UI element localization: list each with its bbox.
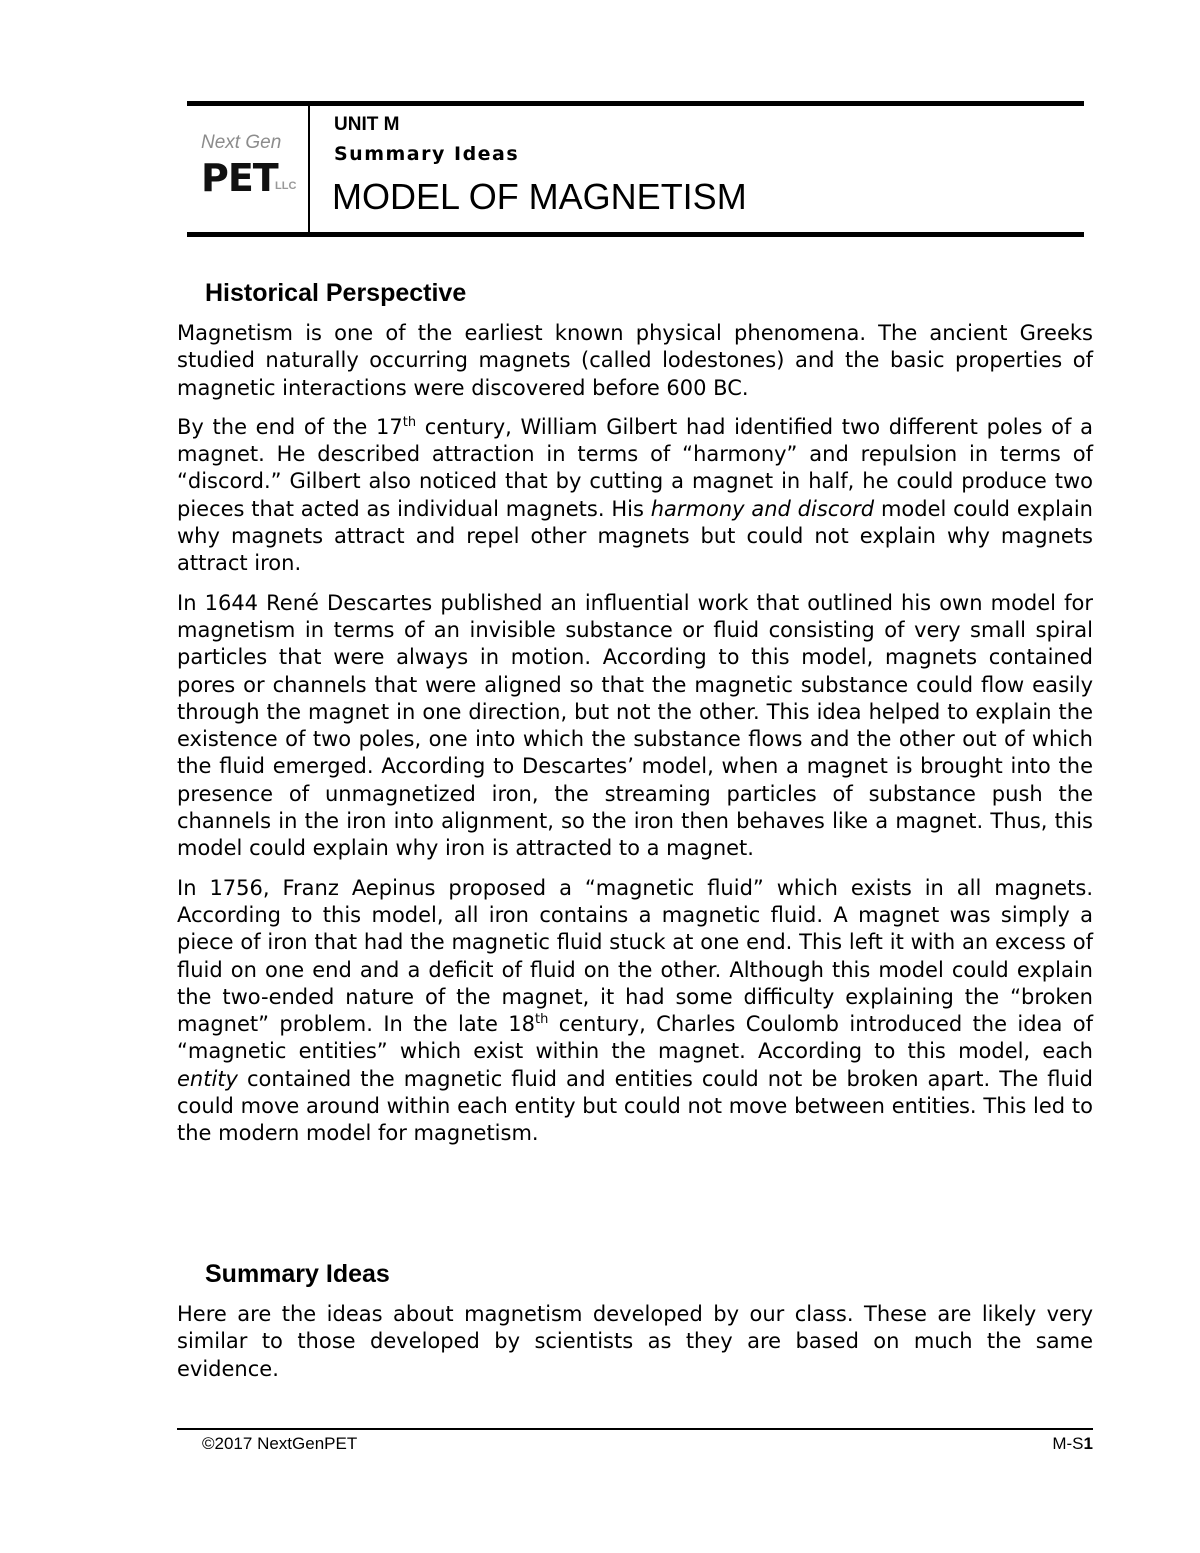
paragraph-text: In 1756, Franz Aepinus proposed a “magnetic fluid” which exists in all magnets. According to this model, all iron contains a magnetic fluid. A magnet was simply a piece of iron that had the magnetic fluid stuck at one end. This left it with an excess of fluid on one end and a deficit of fluid on the other. Although this model could explain the two-ended nature of the magnet, it had some difficulty explaining the “broken magnet” problem. In the late 18 — [177, 875, 1093, 1037]
paragraph-descartes: In 1644 René Descartes published an influential work that outlined his own model for magnetism in terms of an invisible substance or fluid consisting of very small spiral particles that were always in motion. According to this model, magnets contained pores or channels that were aligned so that the magnetic substance could flow easily through the magnet in one direction, but not the other. This idea helped to explain the existence of two poles, one into which the substance flows and the other out of which the fluid emerged. According to Descartes’ model, when a magnet is brought into the presence of unmagnetized iron, the streaming particles of substance push the channels in the iron into alignment, so the iron then behaves like a magnet. Thus, this model could explain why iron is attracted to a magnet. — [177, 590, 1093, 861]
unit-label: UNIT M — [334, 114, 400, 135]
nextgenpet-logo — [197, 132, 302, 204]
superscript-ordinal: th — [402, 414, 417, 430]
logo-llc-text: LLC — [275, 180, 297, 192]
paragraph-summary-intro: Here are the ideas about magnetism developed by our class. These are likely very similar to those developed by scientists as they are based on much the same evidence. — [177, 1302, 1093, 1381]
footer-rule — [177, 1428, 1093, 1430]
logo-next-gen-text: Next Gen — [201, 132, 282, 153]
page-number: 1 — [1083, 1434, 1093, 1453]
paragraph-text: contained the magnetic fluid and entities could not be broken apart. The fluid could move around within each entity but could not move between entities. This led to the modern model for magnetism. — [177, 1066, 1093, 1146]
header-divider — [308, 106, 310, 232]
paragraph-text: model could explain why magnets attract and repel other magnets but could not explain why magnets attract iron. — [177, 496, 1093, 576]
header-top-rule — [187, 101, 1084, 106]
paragraph-text: century, Charles Coulomb introduced the idea of “magnetic entities” which exist within the magnet. According to this model, each — [177, 1012, 1093, 1064]
paragraph-text: century, William Gilbert had identified two different poles of a magnet. He described attraction in terms of “harmony” and repulsion in terms of “discord.” Gilbert also noticed that by cutting a magnet in half, he could produce two pieces that acted as individual magnets. His — [177, 414, 1093, 521]
paragraph-aepinus-coulomb — [177, 875, 1093, 1148]
logo-pet-text: PET — [201, 156, 278, 200]
superscript-ordinal: th — [535, 1012, 549, 1028]
summary-ideas-body — [177, 1301, 1093, 1395]
page-prefix: M-S — [1052, 1434, 1084, 1453]
summary-ideas-heading: Summary Ideas — [205, 1260, 390, 1288]
historical-perspective-body — [177, 320, 1093, 1160]
document-subtitle: Summary Ideas — [334, 143, 520, 165]
footer-page-number — [1052, 1434, 1093, 1454]
emphasis-model-name: harmony and discord — [650, 496, 875, 521]
header-bottom-rule — [187, 232, 1084, 237]
emphasis-entity: entity — [177, 1066, 238, 1091]
page-title: MODEL OF MAGNETISM — [332, 176, 747, 217]
paragraph-ancient-greeks: Magnetism is one of the earliest known physical phenomena. The ancient Greeks studied naturally occurring magnets (called lodestones) and the basic properties of magnetic interactions were discovered before 600 BC. — [177, 321, 1093, 400]
paragraph-text: By the end of the 17 — [177, 414, 403, 439]
historical-perspective-heading: Historical Perspective — [205, 279, 467, 307]
paragraph-gilbert — [177, 414, 1093, 578]
footer-copyright: ©2017 NextGenPET — [202, 1434, 358, 1453]
